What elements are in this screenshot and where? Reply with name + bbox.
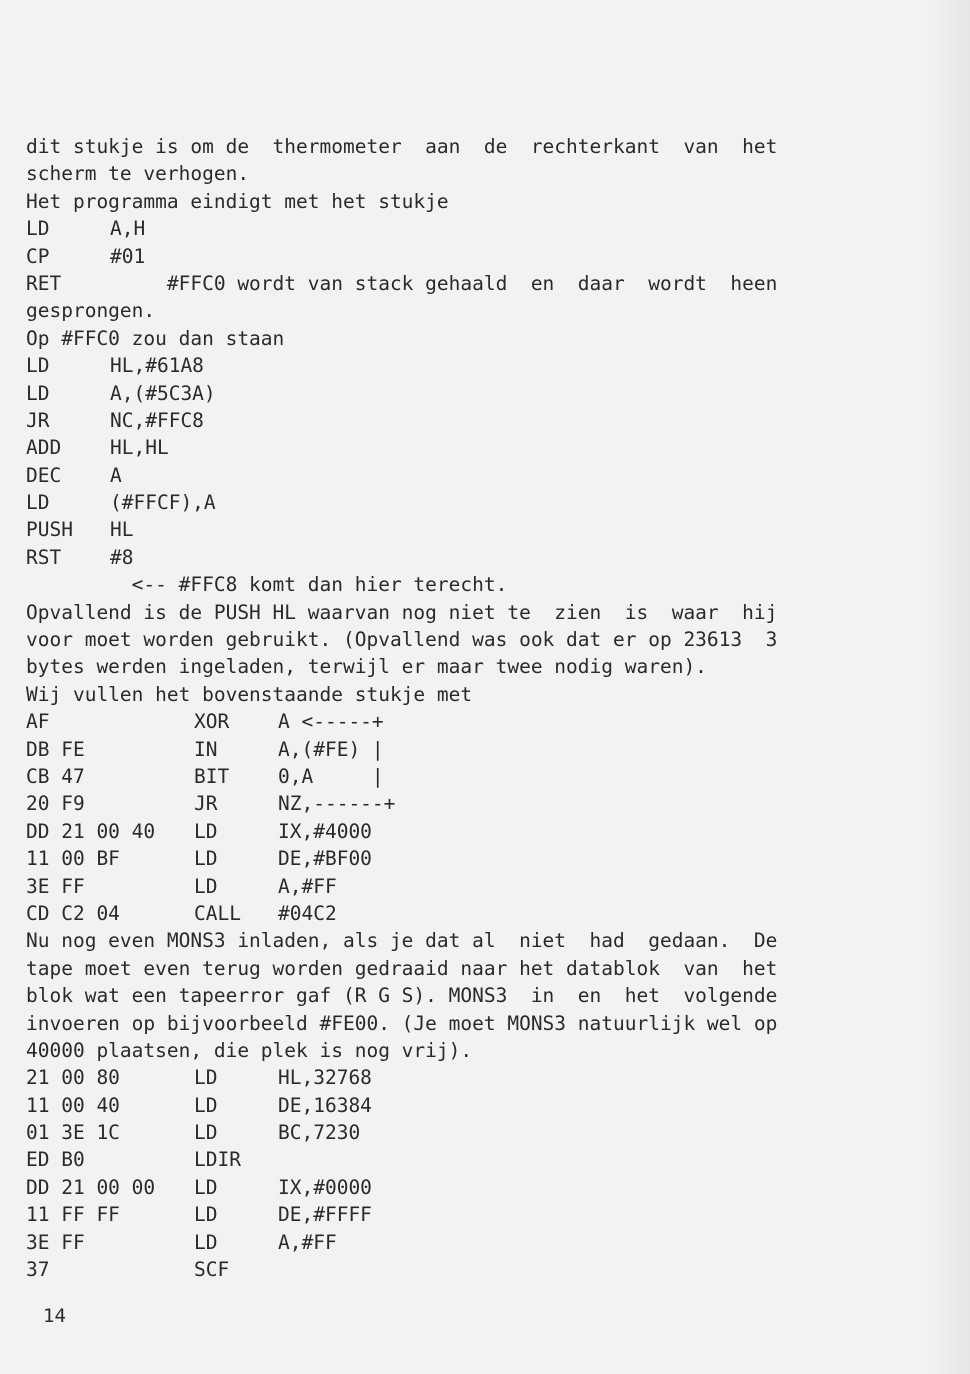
code-mnemonic: LD [26, 354, 50, 378]
code-line [26, 1174, 926, 1201]
code-operand: A <-----+ [278, 710, 384, 734]
page-text [26, 133, 926, 1283]
code-operand: #8 [110, 545, 134, 569]
code-line [26, 845, 926, 872]
code-mnemonic: CALL [194, 901, 241, 925]
code-line [26, 516, 926, 543]
text-line: tape moet even terug worden gedraaid naar het datablok van het [26, 956, 778, 980]
code-line [26, 818, 926, 845]
code-hex: AF [26, 710, 50, 734]
code-line [26, 407, 926, 434]
code-hex: 11 00 BF [26, 847, 120, 871]
code-hex: 01 3E 1C [26, 1121, 120, 1145]
code-mnemonic: LD [194, 1093, 218, 1117]
text-line: Op #FFC0 zou dan staan [26, 326, 285, 350]
code-operand: HL,#61A8 [110, 354, 204, 378]
text-line: Opvallend is de PUSH HL waarvan nog niet te zien is waar hij [26, 600, 778, 624]
code-operand: 0,A | [278, 764, 384, 788]
code-hex: 20 F9 [26, 792, 85, 816]
code-line [26, 900, 926, 927]
code-operand: A,#FF [278, 1230, 337, 1254]
code-mnemonic: SCF [194, 1258, 230, 1282]
code-line [26, 1146, 926, 1173]
code-line [26, 1064, 926, 1091]
code-line [26, 544, 926, 571]
text-line: scherm te verhogen. [26, 162, 250, 186]
code-mnemonic: ADD [26, 436, 62, 460]
code-line [26, 489, 926, 516]
code-operand: A [110, 463, 122, 487]
code-mnemonic: LD [194, 819, 218, 843]
text-line: <-- #FFC8 komt dan hier terecht. [26, 573, 508, 597]
text-line: invoeren op bijvoorbeeld #FE00. (Je moet MONS3 natuurlijk wel op [26, 1011, 778, 1035]
code-line [26, 736, 926, 763]
code-operand: A,(#FE) | [278, 737, 384, 761]
code-mnemonic: LD [194, 874, 218, 898]
code-operand: HL,HL [110, 436, 169, 460]
code-operand: NC,#FFC8 [110, 408, 204, 432]
text-line: gesprongen. [26, 299, 156, 323]
code-hex: CD C2 04 [26, 901, 120, 925]
code-operand: HL,32768 [278, 1066, 372, 1090]
code-line [26, 434, 926, 461]
text-line: Het programma eindigt met het stukje [26, 189, 449, 213]
code-operand: A,H [110, 217, 146, 241]
code-mnemonic: LD [26, 381, 50, 405]
code-hex: 21 00 80 [26, 1066, 120, 1090]
code-line [26, 708, 926, 735]
code-line [26, 1119, 926, 1146]
code-line [26, 462, 926, 489]
code-operand: (#FFCF),A [110, 491, 216, 515]
code-hex: 11 FF FF [26, 1203, 120, 1227]
code-line [26, 763, 926, 790]
code-hex: DD 21 00 40 [26, 819, 156, 843]
text-line: dit stukje is om de thermometer aan de rechterkant van het [26, 135, 778, 158]
text-line: RET #FFC0 wordt van stack gehaald en daar wordt heen [26, 271, 778, 295]
code-operand: DE,16384 [278, 1093, 372, 1117]
code-operand: A,(#5C3A) [110, 381, 216, 405]
code-mnemonic: DEC [26, 463, 62, 487]
code-line [26, 243, 926, 270]
code-operand: #01 [110, 244, 146, 268]
code-mnemonic: LD [26, 491, 50, 515]
code-hex: ED B0 [26, 1148, 85, 1172]
page-number: 14 [43, 1305, 66, 1327]
text-line: 40000 plaatsen, die plek is nog vrij). [26, 1038, 473, 1062]
code-line [26, 873, 926, 900]
code-hex: 11 00 40 [26, 1093, 120, 1117]
code-line [26, 1229, 926, 1256]
text-line: Wij vullen het bovenstaande stukje met [26, 682, 473, 706]
code-operand: IX,#4000 [278, 819, 372, 843]
text-line: bytes werden ingeladen, terwijl er maar twee nodig waren). [26, 655, 707, 679]
code-line [26, 380, 926, 407]
code-hex: 37 [26, 1258, 50, 1282]
code-mnemonic: LD [194, 1203, 218, 1227]
code-mnemonic: BIT [194, 764, 230, 788]
text-line: voor moet worden gebruikt. (Opvallend was ook dat er op 23613 3 [26, 628, 778, 652]
code-mnemonic: LD [194, 1066, 218, 1090]
code-mnemonic: LD [194, 1121, 218, 1145]
code-hex: 3E FF [26, 1230, 85, 1254]
code-operand: DE,#BF00 [278, 847, 372, 871]
code-line [26, 352, 926, 379]
code-mnemonic: LD [194, 847, 218, 871]
text-line: Nu nog even MONS3 inladen, als je dat al niet had gedaan. De [26, 929, 778, 953]
code-operand: A,#FF [278, 874, 337, 898]
code-operand: NZ,------+ [278, 792, 396, 816]
code-hex: DD 21 00 00 [26, 1175, 156, 1199]
code-mnemonic: PUSH [26, 518, 73, 542]
code-mnemonic: JR [194, 792, 218, 816]
text-line: blok wat een tapeerror gaf (R G S). MONS3 in en het volgende [26, 984, 778, 1008]
code-mnemonic: RST [26, 545, 62, 569]
code-mnemonic: CP [26, 244, 50, 268]
code-mnemonic: JR [26, 408, 50, 432]
code-line [26, 1092, 926, 1119]
code-mnemonic: LD [26, 217, 50, 241]
code-operand: DE,#FFFF [278, 1203, 372, 1227]
code-hex: 3E FF [26, 874, 85, 898]
code-operand: HL [110, 518, 134, 542]
code-line [26, 790, 926, 817]
code-mnemonic: LDIR [194, 1148, 241, 1172]
code-line [26, 215, 926, 242]
code-hex: CB 47 [26, 764, 85, 788]
code-mnemonic: LD [194, 1230, 218, 1254]
code-mnemonic: LD [194, 1175, 218, 1199]
code-operand: #04C2 [278, 901, 337, 925]
code-operand: BC,7230 [278, 1121, 361, 1145]
code-line [26, 1201, 926, 1228]
code-line [26, 1256, 926, 1283]
code-mnemonic: IN [194, 737, 218, 761]
code-hex: DB FE [26, 737, 85, 761]
code-mnemonic: XOR [194, 710, 230, 734]
code-operand: IX,#0000 [278, 1175, 372, 1199]
